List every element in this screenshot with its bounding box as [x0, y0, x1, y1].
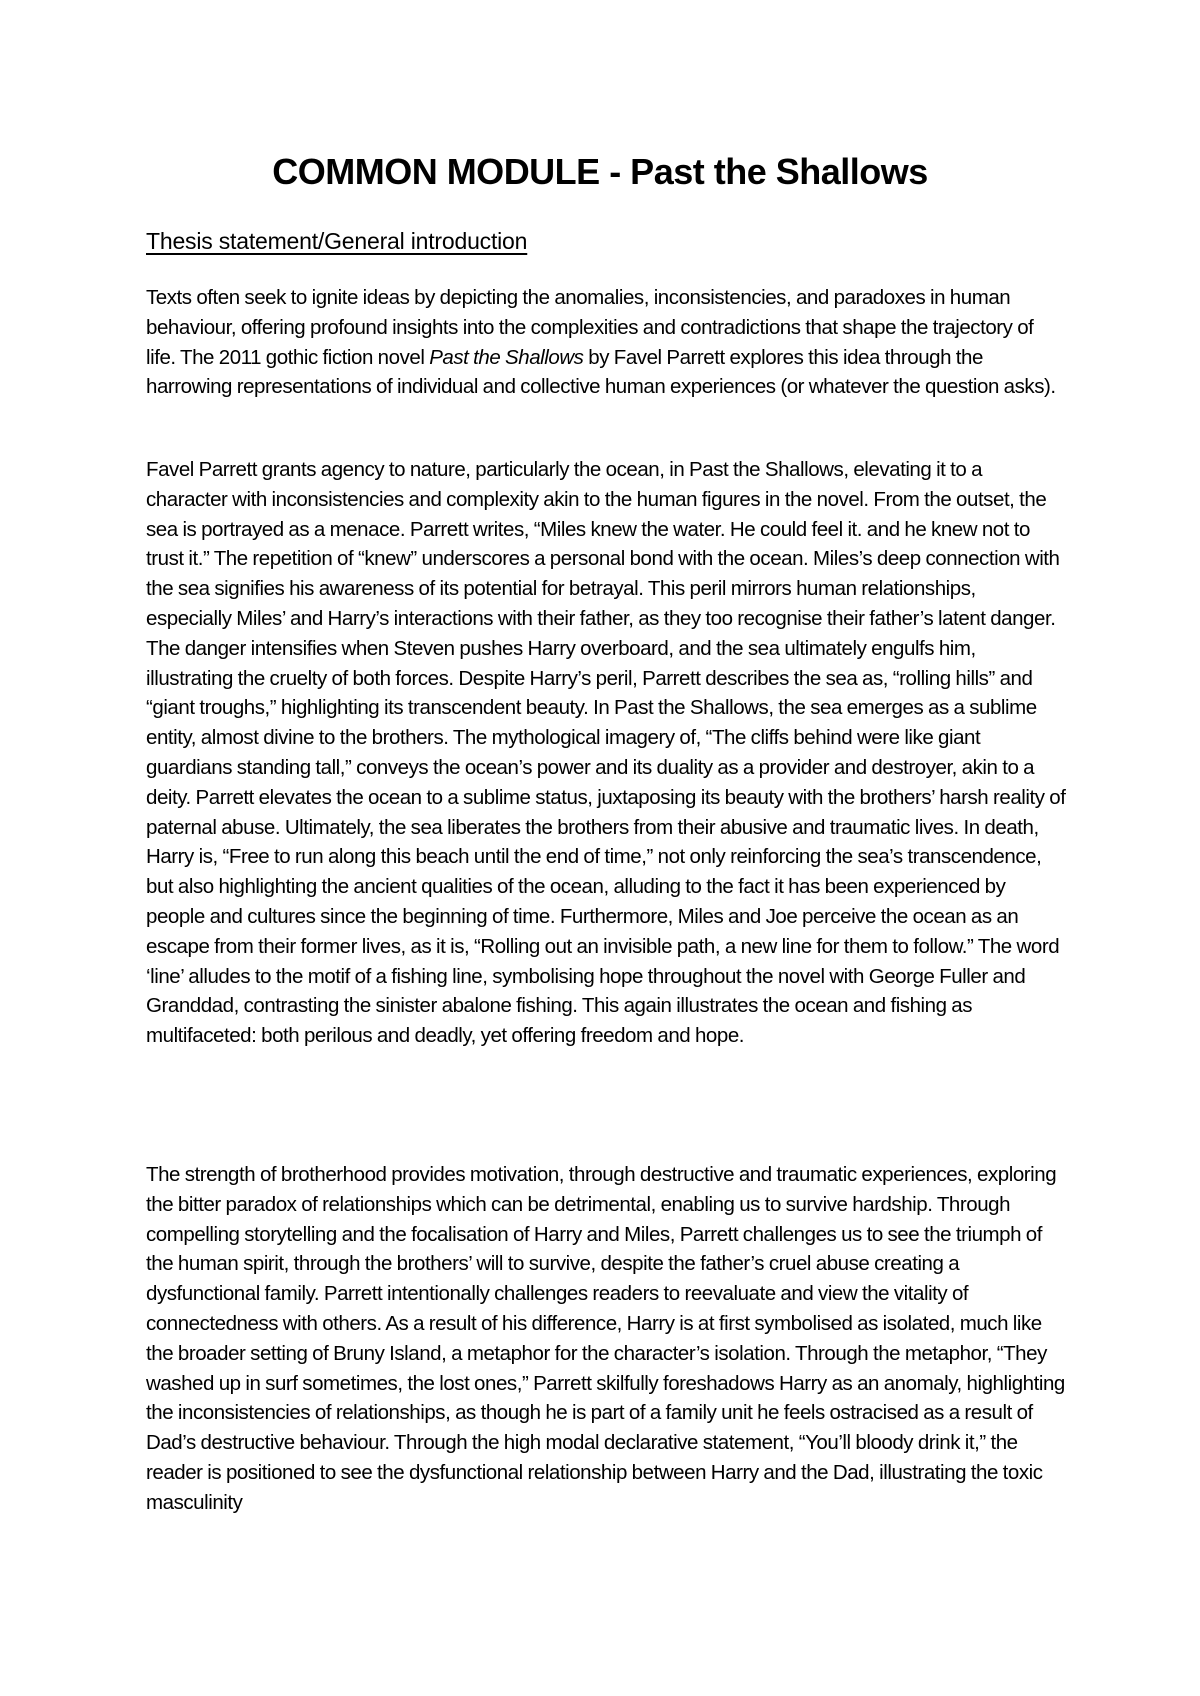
body-paragraph-ocean: Favel Parrett grants agency to nature, particularly the ocean, in Past the Shallows, elevating it to a character with inconsistencies and complexity akin to the human figures in the novel. From the outset, the sea is portrayed as a menace. Parrett writes, “Miles knew the water. He could feel it. and he knew not to trust it.” The repetition of “knew” underscores a personal bond with the ocean. Miles’s deep connection with the sea signifies his awareness of its potential for betrayal. This peril mirrors human relationships, especially Miles’ and Harry’s interactions with their father, as they too recognise their father’s latent danger. The danger intensifies when Steven pushes Harry overboard, and the sea ultimately engulfs him, illustrating the cruelty of both forces. Despite Harry’s peril, Parrett describes the sea as, “rolling hills” and “giant troughs,” highlighting its transcendent beauty. In Past the Shallows, the sea emerges as a sublime entity, almost divine to the brothers. The mythological imagery of, “The cliffs behind were like giant guardians standing tall,” conveys the ocean’s power and its duality as a provider and destroyer, akin to a deity. Parrett elevates the ocean to a sublime status, juxtaposing its beauty with the brothers’ harsh reality of paternal abuse. Ultimately, the sea liberates the brothers from their abusive and traumatic lives. In death, Harry is, “Free to run along this beach until the end of time,” not only reinforcing the sea’s transcendence, but also highlighting the ancient qualities of the ocean, alluding to the fact it has been experienced by people and cultures since the beginning of time. Furthermore, Miles and Joe perceive the ocean as an escape from their former lives, as it is, “Rolling out an invisible path, a new line for them to follow.” The word ‘line’ alludes to the motif of a fishing line, symbolising hope throughout the novel with George Fuller and Granddad, contrasting the sinister abalone fishing. This again illustrates the ocean and fishing as multifaceted: both perilous and deadly, yet offering freedom and hope.: [146, 458, 1066, 1048]
body-paragraph-brotherhood: The strength of brotherhood provides motivation, through destructive and traumatic experiences, exploring the bitter paradox of relationships which can be detrimental, enabling us to survive hardship. Through compelling storytelling and the focalisation of Harry and Miles, Parrett challenges us to see the triumph of the human spirit, through the brothers’ will to survive, despite the father’s cruel abuse creating a dysfunctional family. Parrett intentionally challenges readers to reevaluate and view the vitality of connectedness with others. As a result of his difference, Harry is at first symbolised as isolated, much like the broader setting of Bruny Island, a metaphor for the character’s isolation. Through the metaphor, “They washed up in surf sometimes, the lost ones,” Parrett skilfully foreshadows Harry as an anomaly, highlighting the inconsistencies of relationships, as though he is part of a family unit he feels ostracised as a result of Dad’s destructive behaviour. Through the high modal declarative statement, “You’ll bloody drink it,” the reader is positioned to see the dysfunctional relationship between Harry and the Dad, illustrating the toxic masculinity: [146, 1163, 1065, 1514]
section-heading: Thesis statement/General introduction: [146, 228, 528, 254]
intro-paragraph: [146, 283, 1066, 402]
novel-title-italic: Past the Shallows: [429, 345, 584, 369]
document-title: COMMON MODULE - Past the Shallows: [272, 151, 928, 192]
intro-text-end: by Favel Parrett explores this idea through the harrowing representations of individual and collective human experiences (or whatever the question asks).: [146, 345, 1056, 399]
intro-text-start: Texts often seek to ignite ideas by depicting the anomalies, inconsistencies, and paradoxes in human behaviour, offering profound insights into the complexities and contradictions that shape the trajectory of life. The 2011 gothic fiction novel: [146, 286, 1034, 369]
